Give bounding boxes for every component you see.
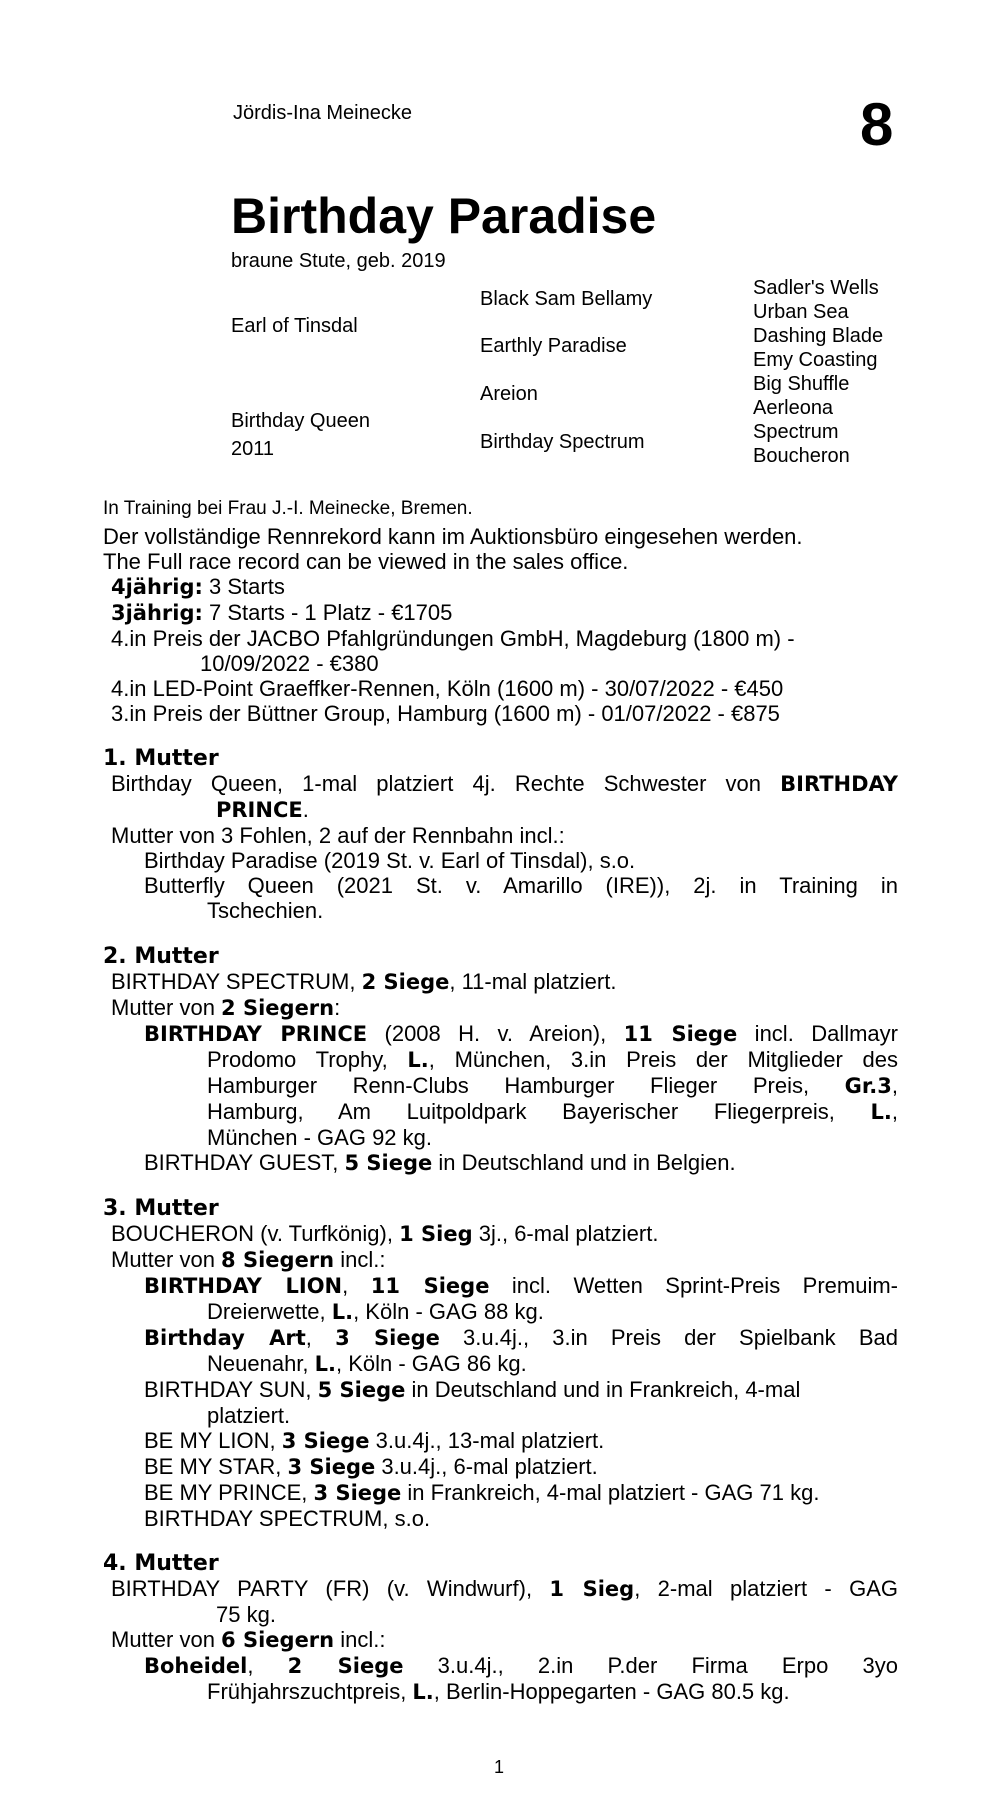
racing-age3 — [103, 600, 898, 626]
dam3-bold: 5 Siege — [317, 1378, 406, 1402]
dam3-text: Neuenahr, — [207, 1351, 315, 1376]
dam3-bold: BIRTHDAY LION — [144, 1274, 343, 1298]
dam3-text: BOUCHERON (v. Turfkönig), — [111, 1221, 400, 1246]
dam4-text: 3.u.4j., 2.in P.der Firma Erpo 3yo — [403, 1653, 899, 1678]
dam4-line-cont: 75 kg. — [216, 1602, 276, 1627]
dam3-progeny: BIRTHDAY SPECTRUM, s.o. — [144, 1506, 431, 1531]
dam3-progeny — [103, 1454, 898, 1480]
pedigree-gen3-item: Big Shuffle — [753, 373, 850, 395]
dam2-bold: L. — [870, 1100, 892, 1124]
dam2-bold: 2 Siegern — [221, 996, 335, 1020]
catalog-body — [103, 496, 898, 1705]
dam3-progeny-cont: platziert. — [207, 1403, 291, 1428]
dam1-foal: Butterfly Queen (2021 St. v. Amarillo (IRE)), 2j. in Training in — [144, 873, 898, 898]
dam1-foal: Birthday Paradise (2019 St. v. Earl of Tinsdal), s.o. — [144, 848, 636, 873]
pedigree-gen3-item: Boucheron — [753, 445, 850, 467]
dam3-line — [103, 1247, 898, 1273]
racing-age4 — [103, 574, 898, 600]
record-note-de: Der vollständige Rennrekord kann im Auktionsbüro eingesehen werden. — [103, 524, 803, 549]
dam2-text: BIRTHDAY GUEST, — [144, 1150, 345, 1175]
race-result: 3.in Preis der Büttner Group, Hamburg (1600 m) - 01/07/2022 - €875 — [111, 701, 780, 726]
dam4-text: incl.: — [334, 1627, 386, 1652]
dam3-text: Mutter von — [111, 1247, 222, 1272]
dam3-text: BE MY LION, — [144, 1428, 282, 1453]
dam2-text: Hamburg, Am Luitpoldpark Bayerischer Fliegerpreis, — [207, 1099, 871, 1124]
dam3-progeny-cont — [103, 1351, 898, 1377]
dam2-text: Mutter von — [111, 995, 222, 1020]
dam3-text: 3.u.4j., 13-mal platziert. — [369, 1428, 605, 1453]
dam2-progeny-cont: München - GAG 92 kg. — [207, 1125, 432, 1150]
racing-age4-label: 4jährig: — [111, 575, 203, 599]
dam3-bold: 3 Siege — [335, 1326, 440, 1350]
pedigree-dam: Birthday Queen — [231, 410, 370, 432]
dam2-line — [103, 969, 898, 995]
pedigree-gen2-item: Birthday Spectrum — [480, 431, 645, 453]
dam2-text: (2008 H. v. Areion), — [367, 1021, 624, 1046]
dam1-line: Mutter von 3 Fohlen, 2 auf der Rennbahn incl.: — [111, 823, 565, 848]
dam3-text: incl.: — [334, 1247, 386, 1272]
dam1-text: Birthday Queen, 1-mal platziert 4j. Rechte Schwester von — [111, 771, 781, 796]
dam2-progeny-cont — [103, 1099, 898, 1125]
dam4-bold: 2 Siege — [287, 1654, 404, 1678]
dam3-line — [103, 1221, 898, 1247]
dam1-text: . — [302, 797, 309, 822]
dam4-heading: 4. Mutter — [103, 1551, 219, 1576]
dam4-text: BIRTHDAY PARTY (FR) (v. Windwurf), — [111, 1576, 550, 1601]
dam2-text: Hamburger Renn-Clubs Hamburger Flieger Preis, — [207, 1073, 845, 1098]
dam4-text: , 2-mal platziert - GAG — [634, 1576, 898, 1601]
dam2-progeny — [103, 1021, 898, 1047]
dam2-text: in Deutschland und in Belgien. — [432, 1150, 736, 1175]
dam1-bold: BIRTHDAY — [780, 772, 898, 796]
dam2-text: , 11-mal platziert. — [449, 969, 617, 994]
dam2-bold: 11 Siege — [623, 1022, 738, 1046]
dam4-text: , — [247, 1653, 288, 1678]
horse-name: Birthday Paradise — [231, 188, 657, 244]
dam3-text: in Frankreich, 4-mal platziert - GAG 71 kg. — [401, 1480, 820, 1505]
dam2-bold: BIRTHDAY PRINCE — [144, 1022, 368, 1046]
dam4-bold: Boheidel — [144, 1654, 248, 1678]
dam3-text: , Köln - GAG 88 kg. — [353, 1299, 544, 1324]
pedigree-sire: Earl of Tinsdal — [231, 315, 358, 337]
dam3-bold: 11 Siege — [370, 1274, 490, 1298]
race-result: 4.in Preis der JACBO Pfahlgründungen GmbH, Magdeburg (1800 m) - — [111, 626, 795, 651]
pedigree-gen3-item: Urban Sea — [753, 301, 849, 323]
dam3-progeny — [103, 1480, 898, 1506]
page-number: 1 — [494, 1757, 505, 1777]
dam3-bold: 3 Siege — [281, 1429, 370, 1453]
dam3-text: 3.u.4j., 6-mal platziert. — [375, 1454, 598, 1479]
racing-age3-text: 7 Starts - 1 Platz - €1705 — [202, 600, 453, 625]
dam2-bold: L. — [407, 1048, 429, 1072]
dam2-text: , — [891, 1073, 898, 1098]
dam3-bold: 1 Sieg — [399, 1222, 473, 1246]
dam2-text: : — [334, 995, 341, 1020]
dam3-text: 3.u.4j., 3.in Preis der Spielbank Bad — [439, 1325, 898, 1350]
racing-age4-text: 3 Starts — [202, 574, 285, 599]
dam2-text: BIRTHDAY SPECTRUM, — [111, 969, 362, 994]
dam2-line — [103, 995, 898, 1021]
dam3-text: BE MY STAR, — [144, 1454, 288, 1479]
dam4-text: Frühjahrszuchtpreis, — [207, 1679, 413, 1704]
dam4-progeny-cont — [103, 1679, 898, 1705]
dam3-progeny-cont — [103, 1299, 898, 1325]
dam3-progeny — [103, 1377, 898, 1403]
pedigree-gen3-item: Dashing Blade — [753, 325, 884, 347]
dam2-text: Prodomo Trophy, — [207, 1047, 408, 1072]
pedigree-gen3-item: Spectrum — [753, 421, 839, 443]
lot-number: 8 — [860, 91, 894, 158]
dam1-heading: 1. Mutter — [103, 746, 219, 771]
pedigree-gen2-item: Areion — [480, 383, 538, 405]
pedigree-gen3-item: Aerleona — [753, 397, 834, 419]
dam2-progeny — [103, 1150, 898, 1176]
dam2-bold: 2 Siege — [361, 970, 450, 994]
dam2-text: , — [891, 1099, 898, 1124]
dam3-text: Dreierwette, — [207, 1299, 332, 1324]
dam3-heading: 3. Mutter — [103, 1196, 219, 1221]
dam3-progeny — [103, 1273, 898, 1299]
dam3-text: , — [342, 1273, 371, 1298]
dam4-progeny — [103, 1653, 898, 1679]
race-result: 4.in LED-Point Graeffker-Rennen, Köln (1600 m) - 30/07/2022 - €450 — [111, 676, 784, 701]
dam4-text: , Berlin-Hoppegarten - GAG 80.5 kg. — [433, 1679, 790, 1704]
owner-name: Jördis-Ina Meinecke — [233, 102, 412, 124]
dam2-text: incl. Dallmayr — [737, 1021, 898, 1046]
pedigree-gen3-item: Sadler's Wells — [753, 277, 879, 299]
dam2-text: , München, 3.in Preis der Mitglieder des — [428, 1047, 898, 1072]
dam1-foal-cont: Tschechien. — [207, 898, 324, 923]
dam4-bold: 1 Sieg — [549, 1577, 635, 1601]
dam2-heading: 2. Mutter — [103, 944, 219, 969]
dam3-progeny — [103, 1428, 898, 1454]
dam2-bold: Gr.3 — [844, 1074, 892, 1098]
race-result-cont: 10/09/2022 - €380 — [200, 651, 379, 676]
dam1-bold: PRINCE — [216, 798, 303, 822]
dam4-line — [103, 1627, 898, 1653]
dam1-line — [103, 771, 898, 797]
dam3-bold: L. — [314, 1352, 336, 1376]
dam3-text: in Deutschland und in Frankreich, 4-mal — [405, 1377, 801, 1402]
dam3-text: incl. Wetten Sprint-Preis Premuim- — [489, 1273, 898, 1298]
dam3-bold: 8 Siegern — [221, 1248, 335, 1272]
dam4-text: Mutter von — [111, 1627, 222, 1652]
dam3-bold: Birthday Art — [144, 1326, 306, 1350]
dam4-bold: 6 Siegern — [221, 1628, 335, 1652]
dam2-bold: 5 Siege — [344, 1151, 433, 1175]
pedigree-gen2-item: Black Sam Bellamy — [480, 288, 653, 310]
dam3-bold: 3 Siege — [313, 1481, 402, 1505]
dam3-text: BE MY PRINCE, — [144, 1480, 314, 1505]
training-note: In Training bei Frau J.-I. Meinecke, Bremen. — [103, 498, 473, 519]
dam3-bold: 3 Siege — [287, 1455, 376, 1479]
dam4-bold: L. — [412, 1680, 434, 1704]
pedigree-dam-year: 2011 — [231, 438, 275, 460]
dam4-line — [103, 1576, 898, 1602]
dam3-text: , — [305, 1325, 336, 1350]
dam2-progeny-cont — [103, 1047, 898, 1073]
dam3-text: , Köln - GAG 86 kg. — [336, 1351, 527, 1376]
horse-description: braune Stute, geb. 2019 — [231, 250, 446, 272]
dam3-progeny — [103, 1325, 898, 1351]
pedigree-gen3-item: Emy Coasting — [753, 349, 878, 371]
dam3-text: BIRTHDAY SUN, — [144, 1377, 318, 1402]
dam1-line — [103, 797, 898, 823]
dam2-progeny-cont — [103, 1073, 898, 1099]
pedigree-gen2-item: Earthly Paradise — [480, 335, 627, 357]
dam3-bold: L. — [331, 1300, 354, 1324]
record-note-en: The Full race record can be viewed in the sales office. — [103, 549, 629, 574]
dam3-text: 3j., 6-mal platziert. — [472, 1221, 659, 1246]
racing-age3-label: 3jährig: — [111, 601, 203, 625]
